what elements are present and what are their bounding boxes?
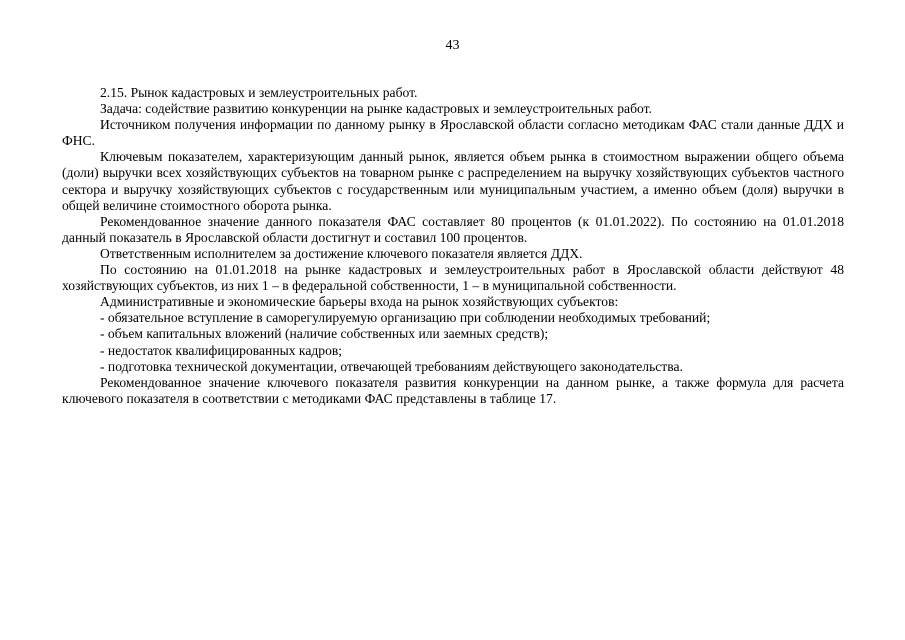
barriers-intro-paragraph: Административные и экономические барьеры входа на рынок хозяйствующих субъектов:	[100, 294, 619, 310]
recommended-value-paragraph: Рекомендованное значение данного показателя ФАС составляет 80 процентов (к 01.01.2022). По состоянию на 01.01.2018 данный показатель в Ярославской области достигнут и составил 100 процентов.	[62, 213, 844, 245]
table-reference-paragraph: Рекомендованное значение ключевого показателя развития конкуренции на данном рынке, а также формула для расчета ключевого показателя в соответствии с методиками ФАС представлены в таблице 17.	[62, 374, 844, 406]
responsible-executor-paragraph: Ответственным исполнителем за достижение ключевого показателя является ДДХ.	[100, 245, 583, 261]
page-number: 43	[445, 38, 460, 53]
task-paragraph: Задача: содействие развитию конкуренции на рынке кадастровых и землеустроительных работ.	[100, 101, 652, 117]
info-source-paragraph: Источником получения информации по данному рынку в Ярославской области согласно методикам ФАС стали данные ДДХ и ФНС.	[62, 117, 844, 149]
document-body	[62, 85, 844, 407]
barrier-list-item: - подготовка технической документации, отвечающей требованиям действующего законодательства.	[100, 358, 683, 374]
barrier-list-item: - обязательное вступление в саморегулируемую организацию при соблюдении необходимых требований;	[100, 310, 711, 326]
barrier-list-item: - недостаток квалифицированных кадров;	[100, 342, 343, 358]
section-heading: 2.15. Рынок кадастровых и землеустроительных работ.	[100, 85, 418, 100]
key-indicator-paragraph: Ключевым показателем, характеризующим данный рынок, является объем рынка в стоимостном выражении общего объема (доли) выручки всех хозяйствующих субъектов на товарном рынке с распределением на выручку хозяйствующих субъектов частного сектора и выручку хозяйствующих субъектов с государственным или муниципальным участием, а именно объем (доля) выручки в общей величине стоимостного оборота рынка.	[62, 149, 844, 213]
market-participants-paragraph: По состоянию на 01.01.2018 на рынке кадастровых и землеустроительных работ в Ярославской области действуют 48 хозяйствующих субъектов, из них 1 – в федеральной собственности, 1 – в муниципальной собственности.	[62, 262, 844, 294]
barrier-list-item: - объем капитальных вложений (наличие собственных или заемных средств);	[100, 326, 549, 342]
